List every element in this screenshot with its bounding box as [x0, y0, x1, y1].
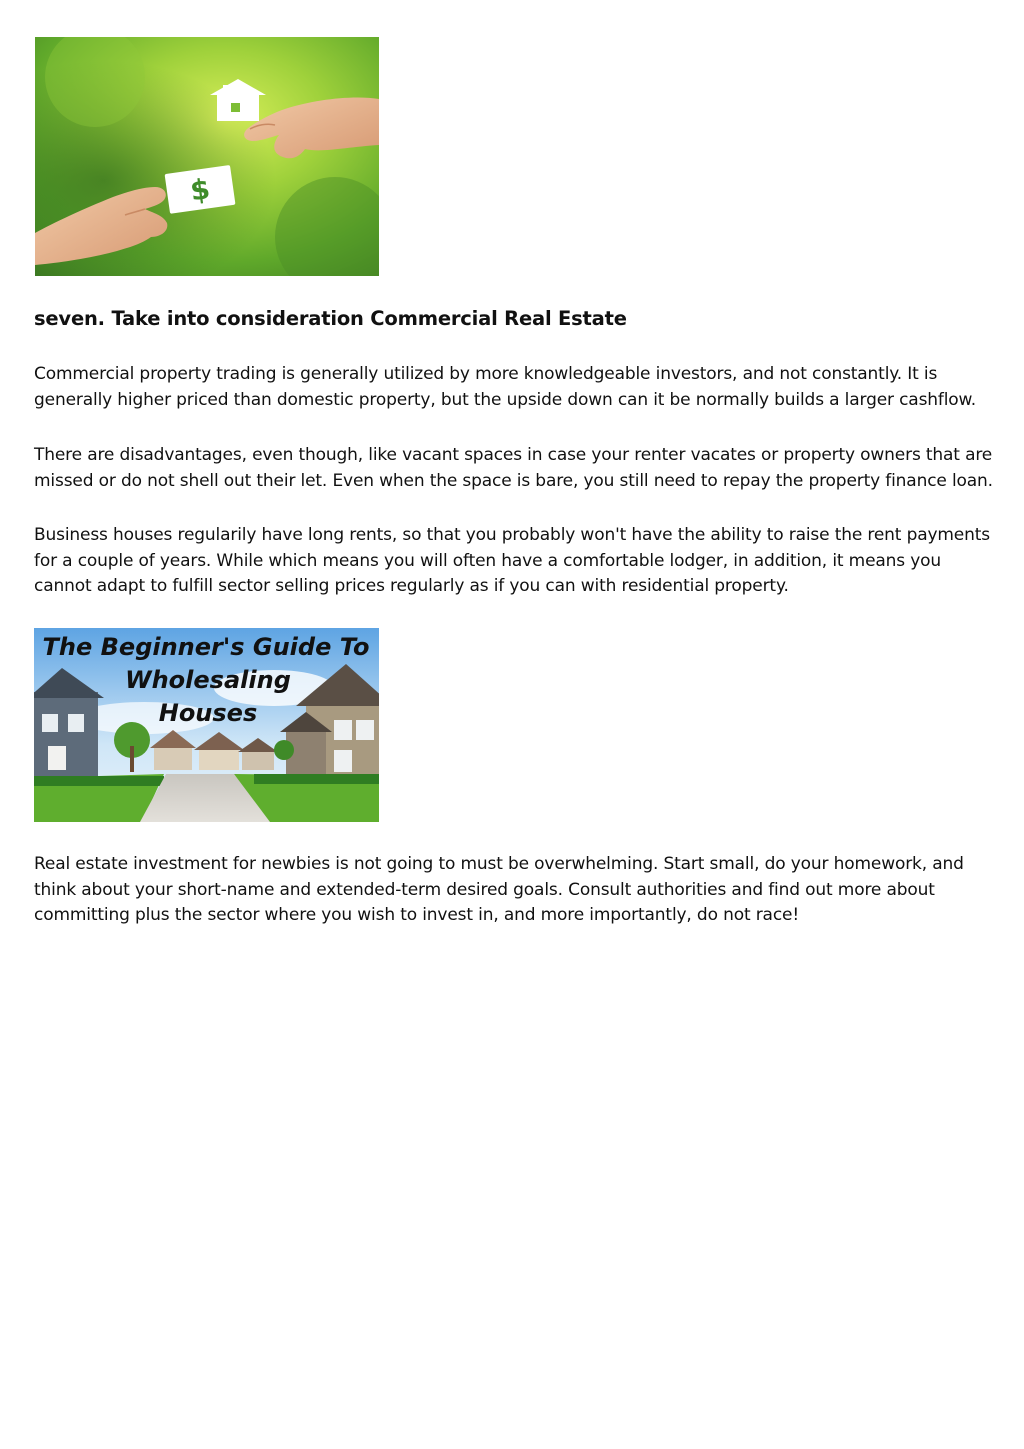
figure-title-line-3: Houses [158, 699, 258, 727]
paragraph-long-rents: Business houses regularily have long rents, so that you probably won't have the ability to raise the rent payments for a couple of years. While which means you will often have a comfortable lodger, in addition, it means you cannot adapt to fulfill sector selling prices regularly as if you can with residential property. [34, 525, 990, 597]
paragraph-conclusion: Real estate investment for newbies is not going to must be overwhelming. Start small, do your homework, and think about your short-name and extended-term desired goals. Consult authorities and find out more about committing plus the sector where you wish to invest in, and more importantly, do not race! [34, 854, 964, 926]
dollar-symbol: $ [188, 172, 213, 208]
paragraph-disadvantages: There are disadvantages, even though, like vacant spaces in case your renter vacates or property owners that are missed or do not shell out their let. Even when the space is bare, you still need to repay the property finance loan. [34, 445, 993, 491]
section-heading: seven. Take into consideration Commercial Real Estate [34, 307, 627, 330]
paragraph-commercial-trading: Commercial property trading is generally utilized by more knowledgeable investors, and not constantly. It is generally higher priced than domestic property, but the upside down can it be normally builds a larger cashflow. [34, 364, 977, 410]
figure-title-line-2: Wholesaling [125, 666, 291, 694]
money-house-image [35, 37, 379, 276]
wholesaling-houses-image [34, 628, 379, 822]
figure-title-line-1: The Beginner's Guide To [42, 633, 370, 661]
